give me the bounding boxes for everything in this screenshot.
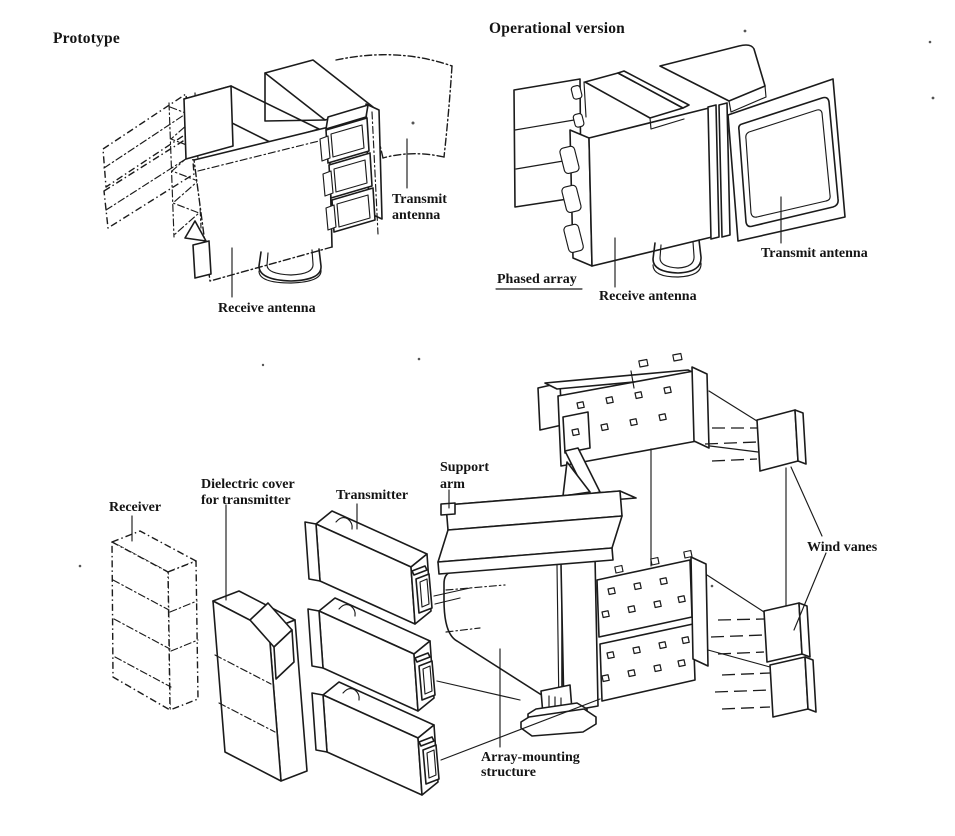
exploded-support-arm [438, 491, 636, 574]
dielectric-label-line1: Dielectric cover [201, 477, 295, 492]
figure-exploded [109, 354, 878, 796]
support-arm-notch [441, 503, 455, 515]
figure-operational [489, 20, 868, 304]
operational-phased-array-box [559, 85, 712, 266]
prototype-solar-wings [103, 94, 194, 228]
operational-transmit-label: Transmit antenna [761, 246, 868, 261]
dielectric-label-line2: for transmitter [201, 493, 291, 508]
exploded-perforated-bands [597, 551, 708, 702]
operational-title: Operational version [489, 20, 625, 37]
exploded-dielectric-cover [213, 591, 307, 781]
mounting-label-line1: Array-mounting [481, 750, 580, 765]
operational-receive-label: Receive antenna [599, 289, 697, 304]
phased-array-label: Phased array [497, 272, 577, 287]
operational-transmit-antenna-frame [728, 79, 845, 241]
exploded-receiver [112, 531, 198, 710]
prototype-receive-label: Receive antenna [218, 301, 316, 316]
wind-vanes-label: Wind vanes [807, 540, 878, 555]
prototype-module-stack [320, 104, 382, 234]
prototype-title: Prototype [53, 30, 120, 47]
receiver-label: Receiver [109, 500, 162, 515]
prototype-transmit-label-line1: Transmit [392, 192, 447, 207]
exploded-wind-vane-top [705, 410, 806, 471]
support-arm-label-line1: Support [440, 460, 490, 475]
exploded-top-beam [538, 354, 709, 467]
figure-prototype [53, 30, 452, 316]
mounting-label-line2: structure [481, 765, 536, 780]
operational-hinge-dividers [708, 103, 730, 239]
support-arm-label-line2: arm [440, 477, 465, 492]
prototype-transmit-label-line2: antenna [392, 208, 441, 223]
exploded-wind-vane-middle [711, 603, 810, 662]
transmitter-label: Transmitter [336, 488, 409, 503]
